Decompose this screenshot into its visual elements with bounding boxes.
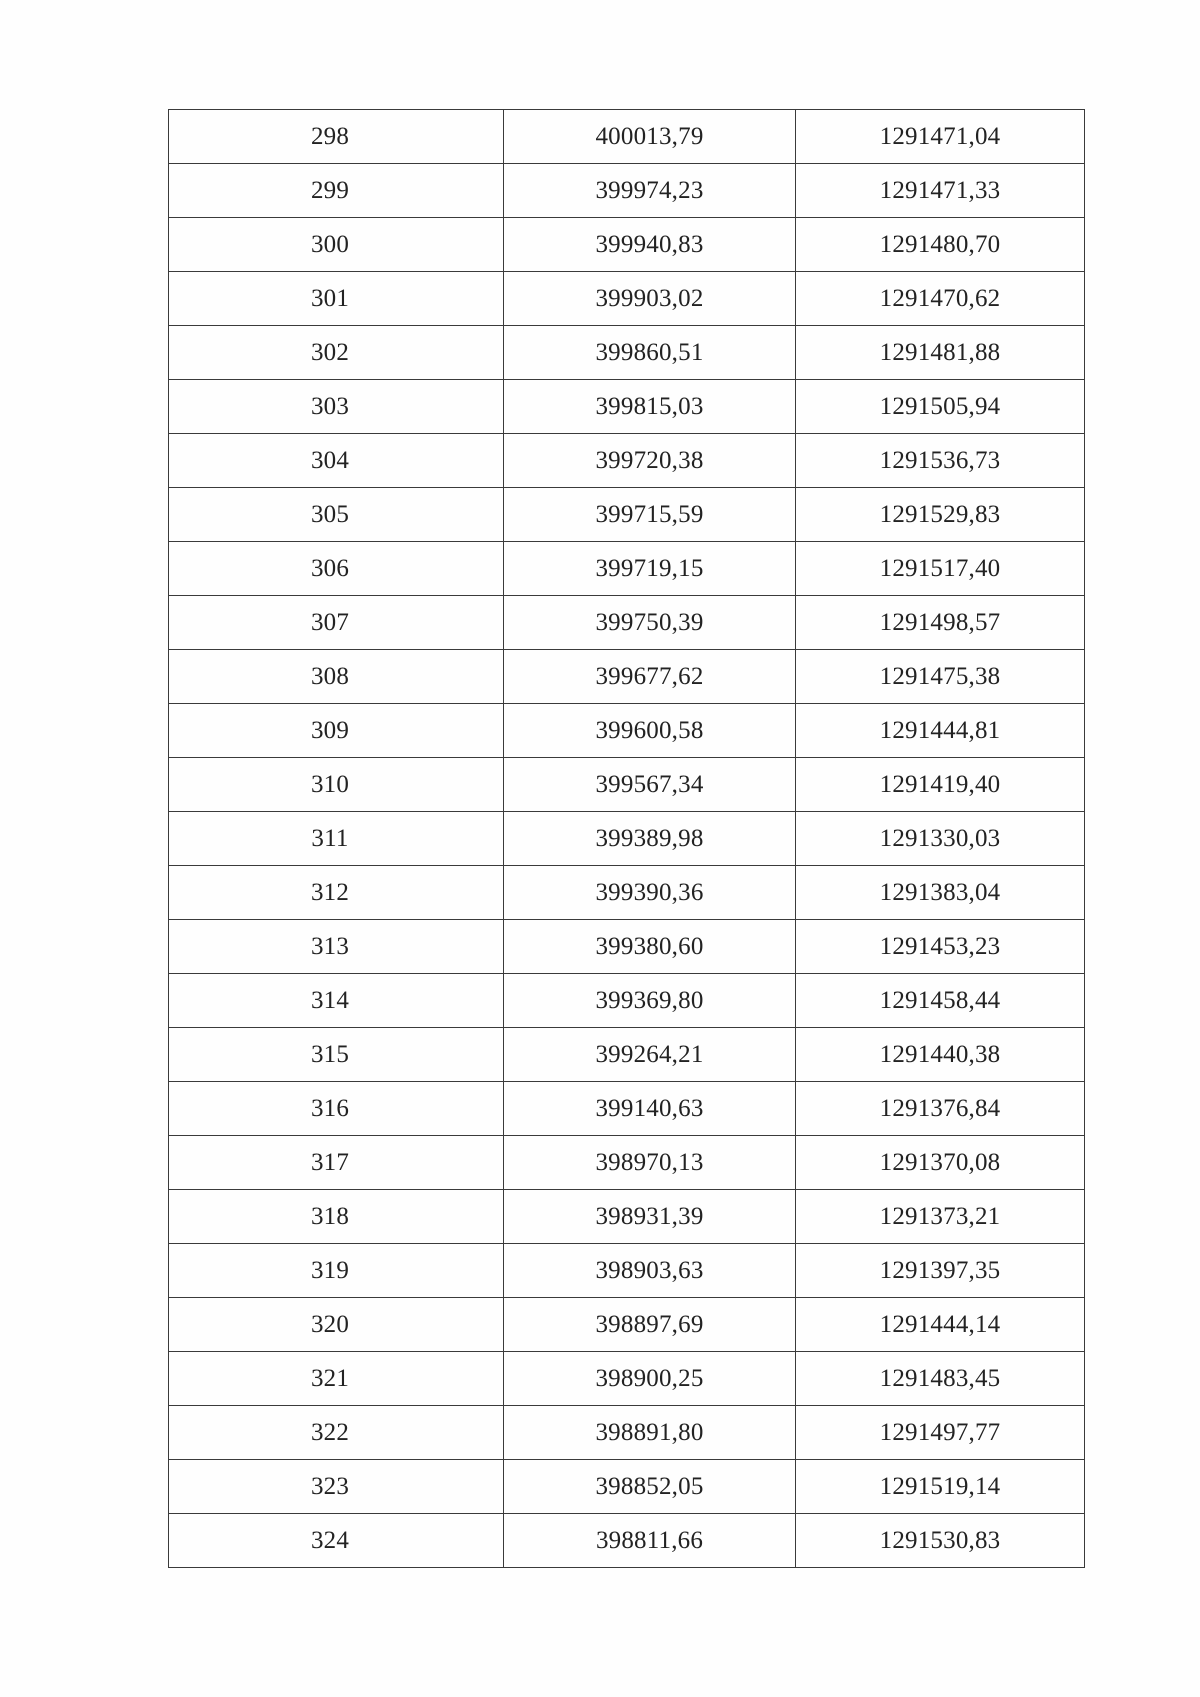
- table-row: [169, 1244, 1085, 1298]
- x-coordinate-cell: 399903,02: [504, 272, 796, 326]
- x-coordinate-cell: 399369,80: [504, 974, 796, 1028]
- x-coordinate-cell: 400013,79: [504, 110, 796, 164]
- table-row: [169, 272, 1085, 326]
- table-row: [169, 1352, 1085, 1406]
- x-coordinate-cell: 398811,66: [504, 1514, 796, 1568]
- point-number-cell: 321: [169, 1352, 504, 1406]
- point-number-cell: 305: [169, 488, 504, 542]
- x-coordinate-cell: 399974,23: [504, 164, 796, 218]
- table-row: [169, 1136, 1085, 1190]
- point-number-cell: 303: [169, 380, 504, 434]
- x-coordinate-cell: 399600,58: [504, 704, 796, 758]
- table-row: [169, 164, 1085, 218]
- point-number-cell: 301: [169, 272, 504, 326]
- x-coordinate-cell: 399715,59: [504, 488, 796, 542]
- point-number-cell: 316: [169, 1082, 504, 1136]
- table-row: [169, 326, 1085, 380]
- point-number-cell: 311: [169, 812, 504, 866]
- table-row: [169, 434, 1085, 488]
- point-number-cell: 299: [169, 164, 504, 218]
- x-coordinate-cell: 398891,80: [504, 1406, 796, 1460]
- x-coordinate-cell: 399860,51: [504, 326, 796, 380]
- table-row: [169, 1514, 1085, 1568]
- x-coordinate-cell: 399140,63: [504, 1082, 796, 1136]
- point-number-cell: 302: [169, 326, 504, 380]
- x-coordinate-cell: 398970,13: [504, 1136, 796, 1190]
- y-coordinate-cell: 1291530,83: [796, 1514, 1085, 1568]
- y-coordinate-cell: 1291497,77: [796, 1406, 1085, 1460]
- point-number-cell: 315: [169, 1028, 504, 1082]
- y-coordinate-cell: 1291481,88: [796, 326, 1085, 380]
- x-coordinate-cell: 399264,21: [504, 1028, 796, 1082]
- point-number-cell: 306: [169, 542, 504, 596]
- y-coordinate-cell: 1291419,40: [796, 758, 1085, 812]
- table-row: [169, 1460, 1085, 1514]
- y-coordinate-cell: 1291440,38: [796, 1028, 1085, 1082]
- y-coordinate-cell: 1291536,73: [796, 434, 1085, 488]
- point-number-cell: 298: [169, 110, 504, 164]
- table-row: [169, 974, 1085, 1028]
- x-coordinate-cell: 398900,25: [504, 1352, 796, 1406]
- x-coordinate-cell: 399567,34: [504, 758, 796, 812]
- table-row: [169, 1298, 1085, 1352]
- table-row: [169, 920, 1085, 974]
- y-coordinate-cell: 1291444,14: [796, 1298, 1085, 1352]
- coordinates-table: [168, 109, 1085, 1568]
- y-coordinate-cell: 1291529,83: [796, 488, 1085, 542]
- y-coordinate-cell: 1291517,40: [796, 542, 1085, 596]
- table-row: [169, 542, 1085, 596]
- y-coordinate-cell: 1291444,81: [796, 704, 1085, 758]
- point-number-cell: 318: [169, 1190, 504, 1244]
- y-coordinate-cell: 1291480,70: [796, 218, 1085, 272]
- point-number-cell: 309: [169, 704, 504, 758]
- table-row: [169, 110, 1085, 164]
- y-coordinate-cell: 1291453,23: [796, 920, 1085, 974]
- x-coordinate-cell: 399389,98: [504, 812, 796, 866]
- x-coordinate-cell: 399720,38: [504, 434, 796, 488]
- table-row: [169, 1028, 1085, 1082]
- x-coordinate-cell: 399390,36: [504, 866, 796, 920]
- x-coordinate-cell: 399940,83: [504, 218, 796, 272]
- x-coordinate-cell: 398897,69: [504, 1298, 796, 1352]
- point-number-cell: 323: [169, 1460, 504, 1514]
- table-row: [169, 488, 1085, 542]
- point-number-cell: 304: [169, 434, 504, 488]
- y-coordinate-cell: 1291475,38: [796, 650, 1085, 704]
- point-number-cell: 300: [169, 218, 504, 272]
- point-number-cell: 308: [169, 650, 504, 704]
- y-coordinate-cell: 1291519,14: [796, 1460, 1085, 1514]
- table-row: [169, 704, 1085, 758]
- x-coordinate-cell: 399719,15: [504, 542, 796, 596]
- y-coordinate-cell: 1291330,03: [796, 812, 1085, 866]
- x-coordinate-cell: 399815,03: [504, 380, 796, 434]
- y-coordinate-cell: 1291471,33: [796, 164, 1085, 218]
- x-coordinate-cell: 398852,05: [504, 1460, 796, 1514]
- y-coordinate-cell: 1291376,84: [796, 1082, 1085, 1136]
- x-coordinate-cell: 398931,39: [504, 1190, 796, 1244]
- y-coordinate-cell: 1291397,35: [796, 1244, 1085, 1298]
- x-coordinate-cell: 399380,60: [504, 920, 796, 974]
- point-number-cell: 322: [169, 1406, 504, 1460]
- table-row: [169, 812, 1085, 866]
- point-number-cell: 314: [169, 974, 504, 1028]
- y-coordinate-cell: 1291470,62: [796, 272, 1085, 326]
- coordinates-table-body: [169, 110, 1085, 1568]
- table-row: [169, 650, 1085, 704]
- y-coordinate-cell: 1291498,57: [796, 596, 1085, 650]
- table-row: [169, 1190, 1085, 1244]
- x-coordinate-cell: 399750,39: [504, 596, 796, 650]
- point-number-cell: 307: [169, 596, 504, 650]
- table-row: [169, 218, 1085, 272]
- y-coordinate-cell: 1291505,94: [796, 380, 1085, 434]
- x-coordinate-cell: 398903,63: [504, 1244, 796, 1298]
- table-row: [169, 1406, 1085, 1460]
- y-coordinate-cell: 1291373,21: [796, 1190, 1085, 1244]
- table-row: [169, 596, 1085, 650]
- point-number-cell: 324: [169, 1514, 504, 1568]
- point-number-cell: 320: [169, 1298, 504, 1352]
- y-coordinate-cell: 1291471,04: [796, 110, 1085, 164]
- table-row: [169, 380, 1085, 434]
- point-number-cell: 310: [169, 758, 504, 812]
- y-coordinate-cell: 1291383,04: [796, 866, 1085, 920]
- y-coordinate-cell: 1291483,45: [796, 1352, 1085, 1406]
- y-coordinate-cell: 1291370,08: [796, 1136, 1085, 1190]
- point-number-cell: 319: [169, 1244, 504, 1298]
- point-number-cell: 317: [169, 1136, 504, 1190]
- point-number-cell: 313: [169, 920, 504, 974]
- x-coordinate-cell: 399677,62: [504, 650, 796, 704]
- table-row: [169, 758, 1085, 812]
- point-number-cell: 312: [169, 866, 504, 920]
- table-row: [169, 866, 1085, 920]
- y-coordinate-cell: 1291458,44: [796, 974, 1085, 1028]
- table-row: [169, 1082, 1085, 1136]
